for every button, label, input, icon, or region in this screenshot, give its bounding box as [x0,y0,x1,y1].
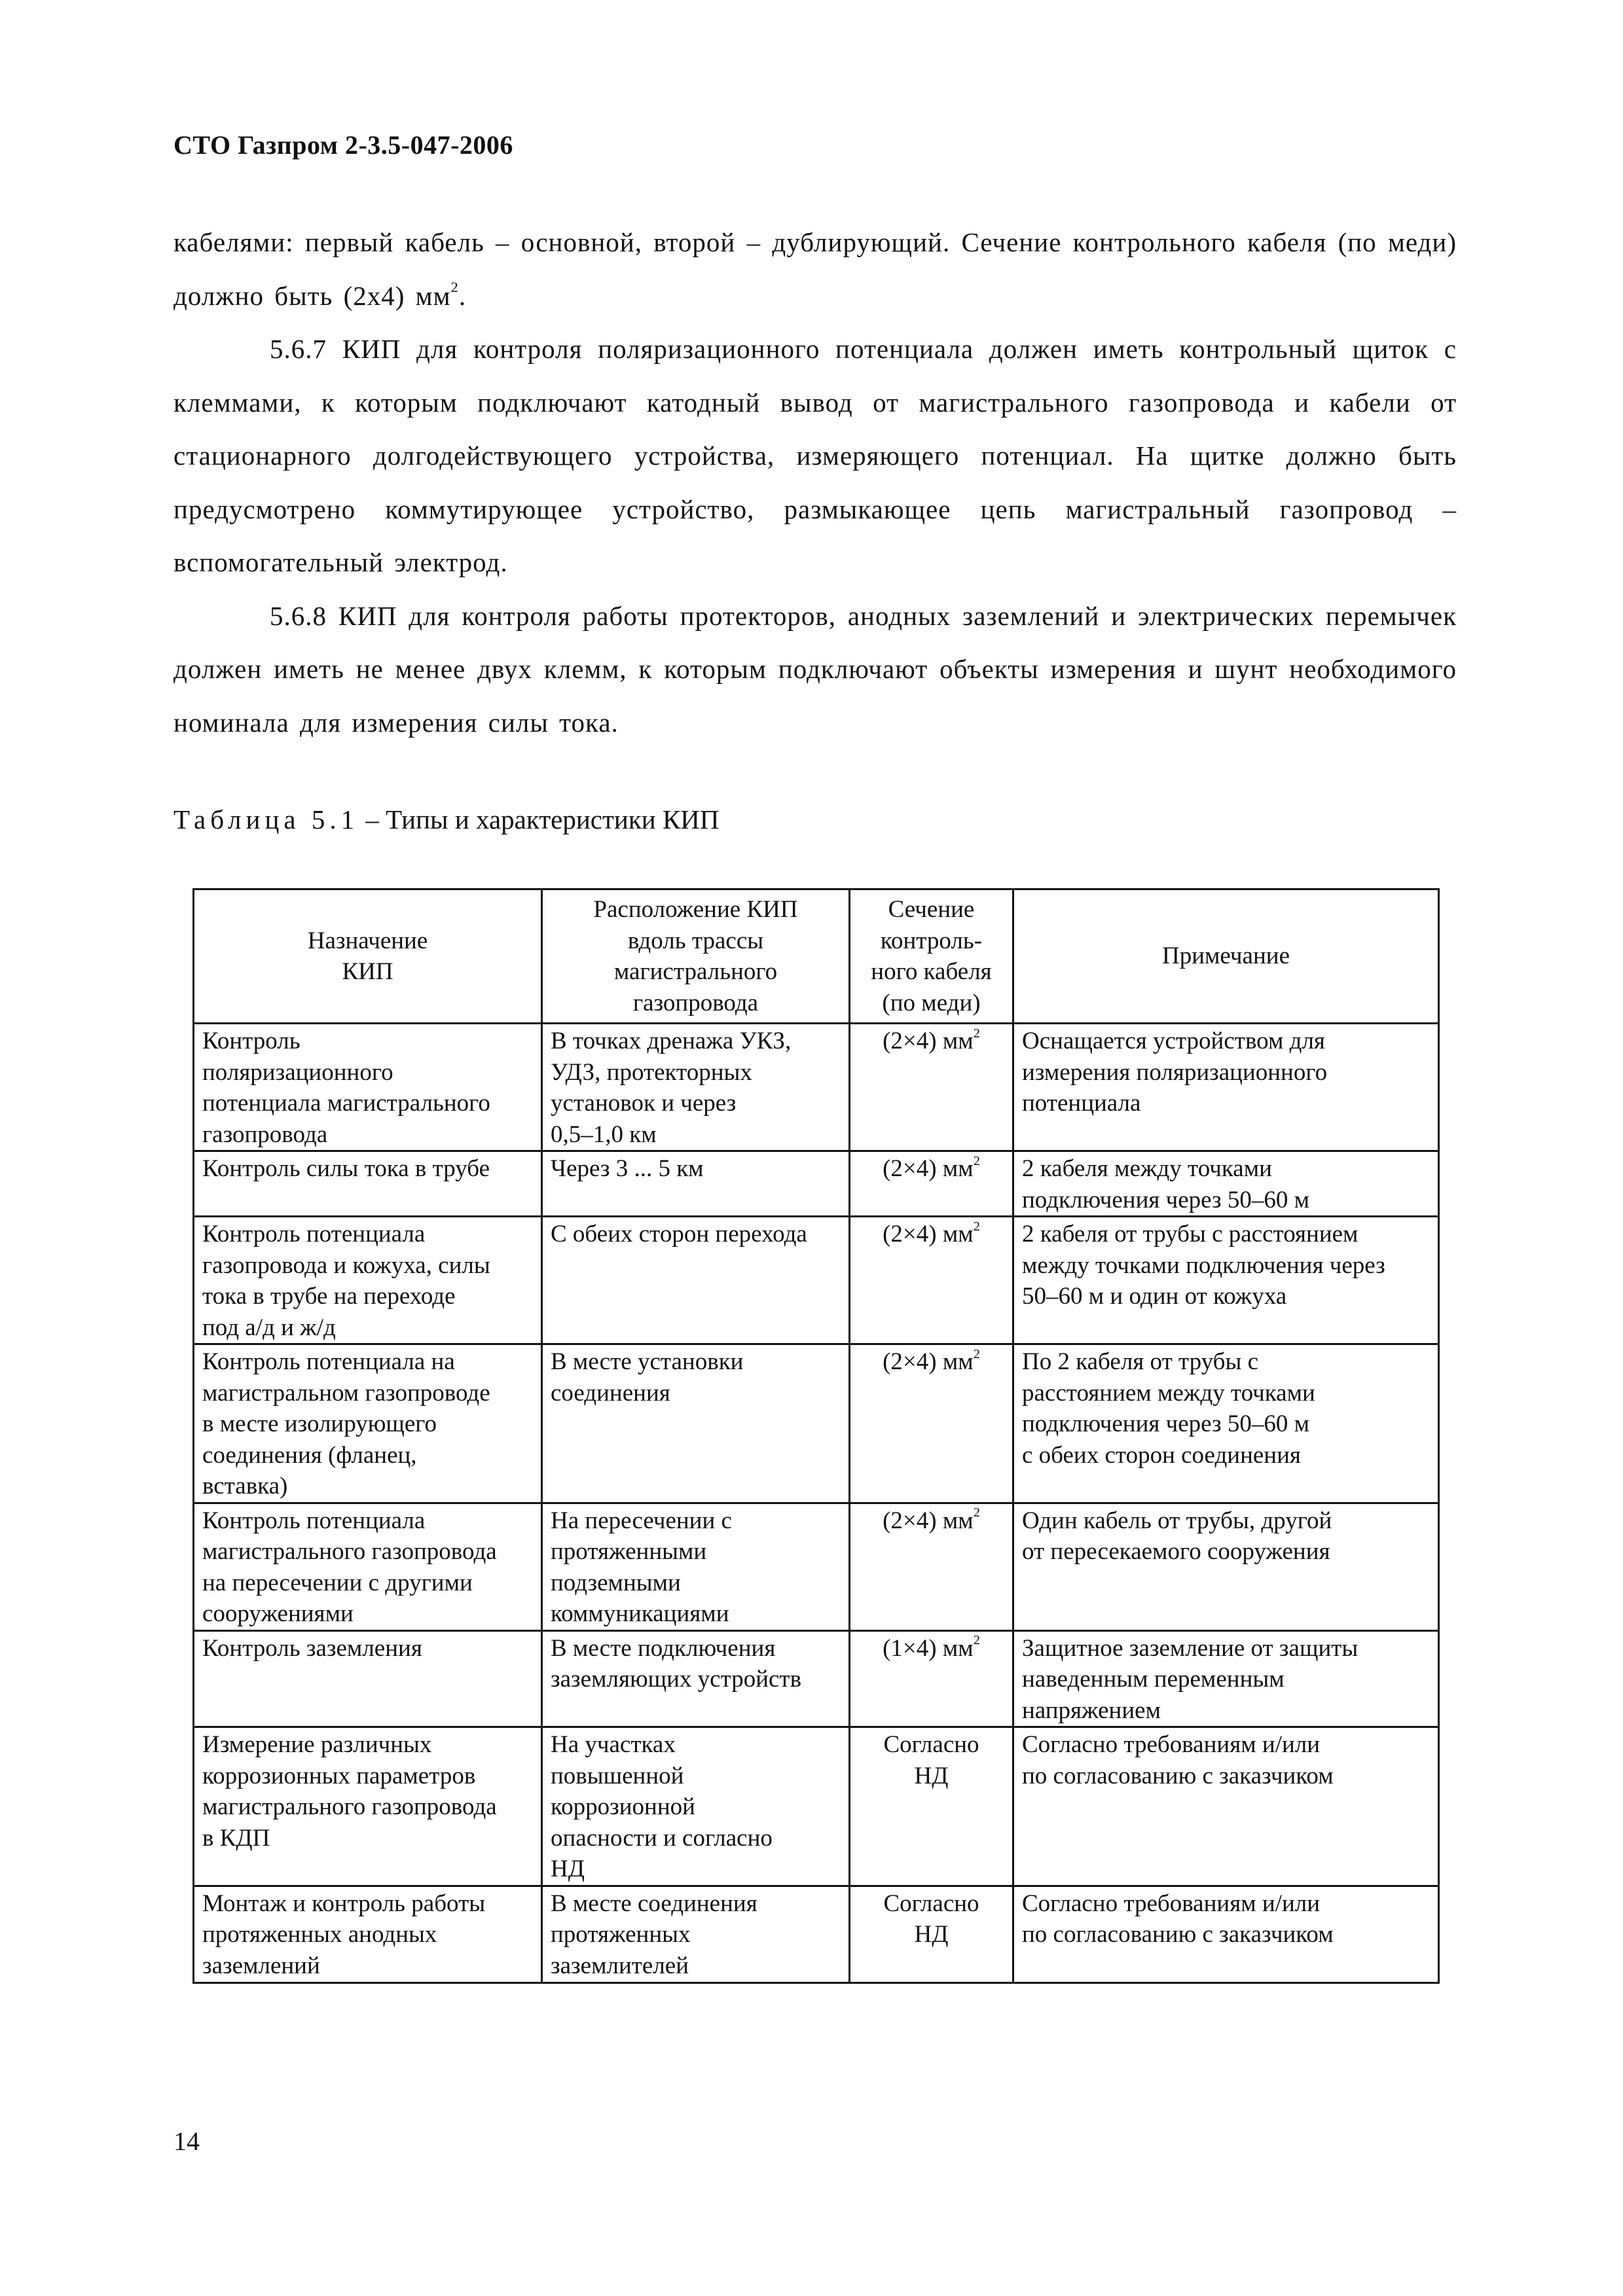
header-note: Примечание [1013,889,1439,1024]
table-row [194,1344,1439,1503]
cell-purpose: Контроль силы тока в трубе [194,1151,542,1217]
table-row [194,1024,1439,1151]
cell-location: В точках дренажа УКЗ, УДЗ, протекторных установок и через 0,5–1,0 км [542,1024,850,1151]
table-row [194,1630,1439,1727]
cable-section-value: (2×4) мм [883,1221,974,1247]
table-container [192,888,1440,1984]
cable-section-value: (2×4) мм [883,1155,974,1182]
cell-purpose: Контроль потенциала на магистральном газопроводе в месте изолирующего соединения (фланец, вставка) [194,1344,542,1503]
cell-note: Согласно требованиям и/или по согласованию с заказчиком [1013,1886,1439,1982]
cell-location: На пересечении с протяженными подземными коммуникациями [542,1503,850,1630]
paragraph-5-6-7: 5.6.7 КИП для контроля поляризационного потенциала должен иметь контрольный щиток с клеммами, к которым подключают катодный вывод от магистрального газопровода и кабели от стационарного долгодействующего устройства, измеряющего потенциал. На щитке должно быть предусмотрено коммутирующее устройство, размыкающее цепь магистральный газопровод – вспомогательный электрод. [173,334,1457,577]
table-caption-text: – Типы и характеристики КИП [359,804,720,834]
superscript: 2 [973,1219,980,1234]
superscript: 2 [973,1153,980,1168]
cable-section-value: (2×4) мм [883,1507,974,1534]
table-row [194,1503,1439,1630]
cell-location: В месте подключения заземляющих устройств [542,1630,850,1727]
cell-cable-section [850,1630,1013,1727]
cell-purpose: Контроль потенциала газопровода и кожуха, силы тока в трубе на переходе под а/д и ж/д [194,1217,542,1344]
superscript: 2 [973,1505,980,1520]
cell-note: Оснащается устройством для измерения поляризационного потенциала [1013,1024,1439,1151]
table-row [194,1886,1439,1982]
cell-purpose: Измерение различных коррозионных параметров магистрального газопровода в КДП [194,1727,542,1886]
cell-purpose: Контроль заземления [194,1630,542,1727]
paragraph-text: кабелями: первый кабель – основной, второй – дублирующий. Сечение контрольного кабеля (по меди) должно быть (2х4) мм [173,227,1457,311]
paragraph-end: . [458,280,467,311]
header-location: Расположение КИП вдоль трассы магистрального газопровода [542,889,850,1024]
cell-purpose: Монтаж и контроль работы протяженных анодных заземлений [194,1886,542,1982]
table-row [194,1727,1439,1886]
body-text [173,216,1457,749]
cell-cable-section: Согласно НД [850,1886,1013,1982]
cell-location: Через 3 ... 5 км [542,1151,850,1217]
superscript: 2 [973,1346,980,1361]
superscript: 2 [973,1026,980,1041]
table-caption-label: Таблица 5.1 [173,804,359,834]
table-row [194,1151,1439,1217]
cell-cable-section [850,1503,1013,1630]
cell-location: С обеих сторон перехода [542,1217,850,1344]
cell-note: 2 кабеля от трубы с расстоянием между точками подключения через 50–60 м и один от кожуха [1013,1217,1439,1344]
cell-cable-section: Согласно НД [850,1727,1013,1886]
cable-section-value: (1×4) мм [883,1634,974,1662]
paragraph-cable-continuation [173,216,1457,323]
cell-note: По 2 кабеля от трубы с расстоянием между точками подключения через 50–60 м с обеих сторон соединения [1013,1344,1439,1503]
header-purpose: Назначение КИП [194,889,542,1024]
cell-note: 2 кабеля между точками подключения через 50–60 м [1013,1151,1439,1217]
cable-section-value: (2×4) мм [883,1348,974,1375]
cell-location: На участках повышенной коррозионной опасности и согласно НД [542,1727,850,1886]
cell-cable-section [850,1151,1013,1217]
cell-note: Согласно требованиям и/или по согласованию с заказчиком [1013,1727,1439,1886]
superscript: 2 [450,279,459,296]
superscript: 2 [973,1633,980,1648]
cell-location: В месте установки соединения [542,1344,850,1503]
kip-table [192,888,1440,1984]
cell-purpose: Контроль поляризационного потенциала магистрального газопровода [194,1024,542,1151]
table-caption [173,804,720,835]
header-cable-section: Сечение контроль- ного кабеля (по меди) [850,889,1013,1024]
cell-note: Один кабель от трубы, другой от пересекаемого сооружения [1013,1503,1439,1630]
paragraph-5-6-8: 5.6.8 КИП для контроля работы протекторов, анодных заземлений и электрических перемычек должен иметь не менее двух клемм, к которым подключают объекты измерения и шунт необходимого номинала для измерения силы тока. [173,600,1457,738]
cell-cable-section [850,1217,1013,1344]
cell-location: В месте соединения протяженных заземлителей [542,1886,850,1982]
cell-cable-section [850,1344,1013,1503]
page-number: 14 [173,2126,200,2156]
cell-cable-section [850,1024,1013,1151]
document-header: СТО Газпром 2-3.5-047-2006 [173,130,513,160]
table-row [194,1217,1439,1344]
cell-note: Защитное заземление от защиты наведенным переменным напряжением [1013,1630,1439,1727]
cable-section-value: (2×4) мм [883,1028,974,1054]
cell-purpose: Контроль потенциала магистрального газопровода на пересечении с другими сооружениями [194,1503,542,1630]
table-header-row [194,889,1439,1024]
